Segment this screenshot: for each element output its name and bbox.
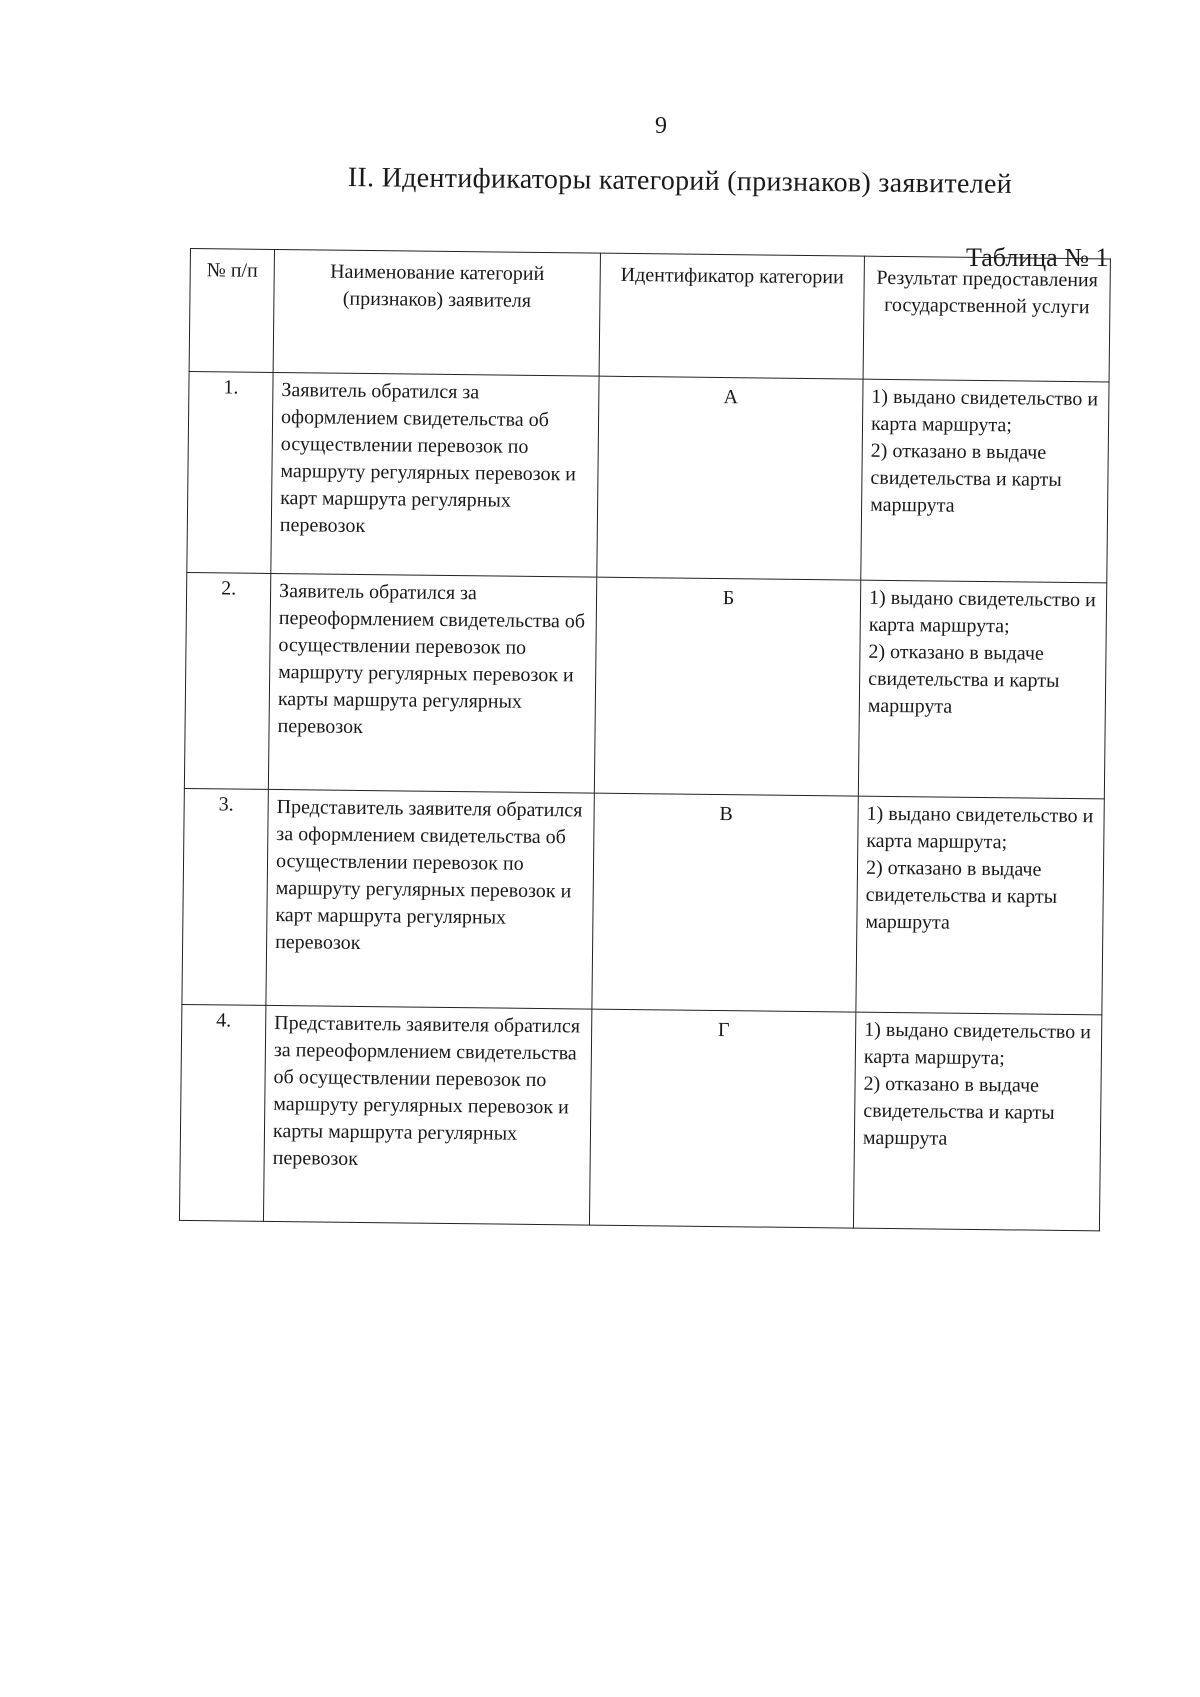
result-issued: 1) выдано свидетельство и карта маршрута; <box>870 385 1099 437</box>
service-result <box>856 796 1104 1015</box>
header-category-name: Наименование категорий (признаков) заявителя <box>273 249 600 376</box>
category-name: Заявитель обратился за переоформлением свидетельства об осуществлении перевозок по маршруту регулярных перевозок и карты маршрута регулярных перевозок <box>268 573 596 793</box>
categories-table-wrapper <box>179 248 1110 1231</box>
result-refused: 2) отказано в выдаче свидетельства и карты маршрута <box>870 439 1062 517</box>
table-caption: Таблица № 1 <box>966 243 1109 272</box>
row-number: 4. <box>179 1004 265 1221</box>
header-number: № п/п <box>189 249 274 373</box>
result-issued: 1) выдано свидетельство и карта маршрута; <box>868 586 1096 638</box>
table-header-row <box>189 249 1110 382</box>
section-title: II. Идентификаторы категорий (признаков) заявителей <box>347 162 1013 200</box>
result-refused: 2) отказано в выдаче свидетельства и карты маршрута <box>867 640 1060 718</box>
categories-table <box>179 248 1111 1231</box>
row-number: 1. <box>187 371 273 573</box>
category-identifier: Г <box>589 1009 855 1228</box>
table-row <box>187 371 1109 582</box>
table-row <box>179 1004 1101 1230</box>
service-result <box>853 1012 1101 1231</box>
table-row <box>182 788 1104 1014</box>
table-row <box>184 572 1106 798</box>
service-result <box>858 580 1106 799</box>
result-issued: 1) выдано свидетельство и карта маршрута; <box>863 1018 1092 1070</box>
service-result <box>861 379 1109 583</box>
result-issued: 1) выдано свидетельство и карта маршрута; <box>866 802 1094 854</box>
result-refused: 2) отказано в выдаче свидетельства и карты маршрута <box>862 1072 1055 1150</box>
page-number: 9 <box>655 113 667 139</box>
category-name: Представитель заявителя обратился за оформлением свидетельства об осуществлении перевозок по маршруту регулярных перевозок и карт маршрута регулярных перевозок <box>266 789 594 1009</box>
result-refused: 2) отказано в выдаче свидетельства и карты маршрута <box>865 856 1058 934</box>
row-number: 2. <box>184 572 270 789</box>
category-identifier: А <box>597 376 863 580</box>
category-name: Заявитель обратился за оформлением свидетельства об осуществлении перевозок по маршруту регулярных перевозок и карт маршрута регулярных перевозок <box>271 372 599 577</box>
row-number: 3. <box>182 788 268 1005</box>
header-service-result: Результат предоставления государственной услуги <box>863 256 1110 382</box>
category-identifier: Б <box>594 577 860 796</box>
category-name: Представитель заявителя обратился за переоформлением свидетельства об осуществлении перевозок по маршруту регулярных перевозок и карты маршрута регулярных перевозок <box>263 1005 591 1225</box>
header-category-identifier: Идентификатор категории <box>599 253 864 379</box>
category-identifier: В <box>592 793 858 1012</box>
